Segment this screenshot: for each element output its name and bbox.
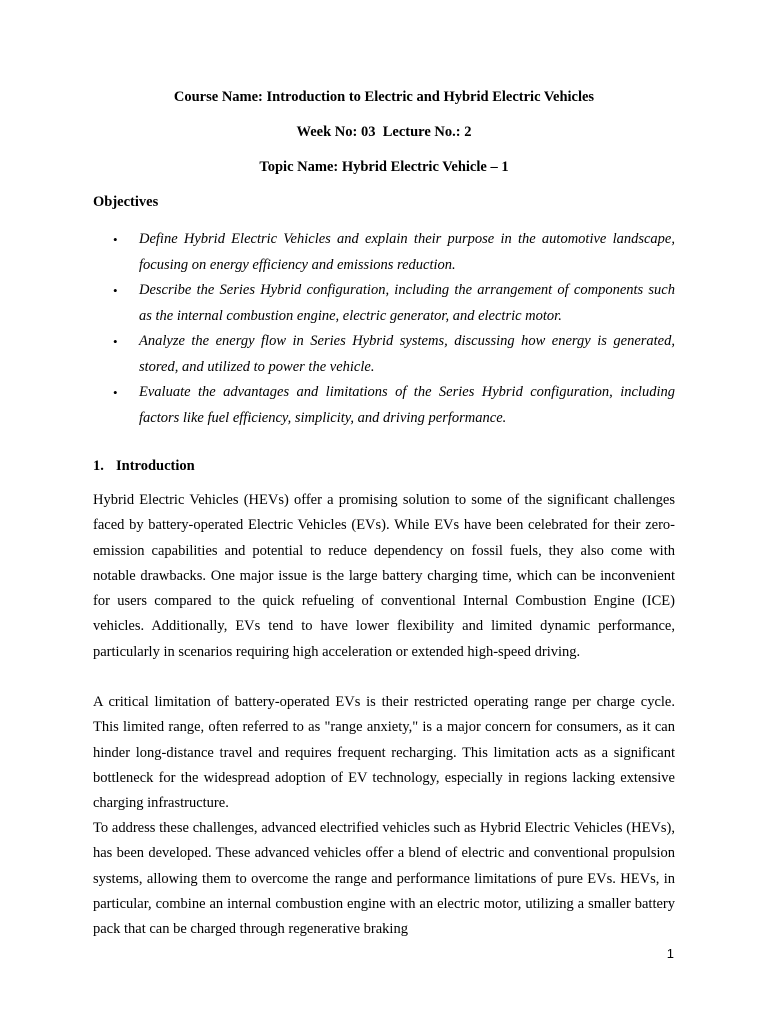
introduction-heading [93, 457, 195, 475]
objective-text: Evaluate the advantages and limitations of the Series Hybrid configuration, including factors like fuel efficiency, simplicity, and driving performance. [139, 384, 675, 426]
topic-title: Topic Name: Hybrid Electric Vehicle – 1 [259, 159, 509, 175]
week-lecture-line: Week No: 03 Lecture No.: 2 [296, 124, 472, 140]
objective-text: Analyze the energy flow in Series Hybrid systems, discussing how energy is generated, stored, and utilized to power the vehicle. [139, 333, 675, 375]
paragraph: A critical limitation of battery-operated EVs is their restricted operating range per charge cycle. This limited range, often referred to as "range anxiety," is a major concern for consumers, as it can hinder long-distance travel and requires frequent recharging. This limitation acts as a significant bottleneck for the widespread adoption of EV technology, especially in regions lacking extensive charging infrastructure. [93, 694, 675, 812]
objectives-heading: Objectives [93, 194, 159, 210]
bullet-icon: • [113, 334, 118, 349]
section-number: 1. [93, 458, 104, 474]
bullet-icon: • [113, 385, 118, 400]
page-number: 1 [666, 946, 674, 961]
course-title: Course Name: Introduction to Electric and Hybrid Electric Vehicles [173, 89, 595, 105]
objective-text: Describe the Series Hybrid configuration, including the arrangement of components such as the internal combustion engine, electric generator, and electric motor. [139, 282, 675, 324]
bullet-icon: • [113, 283, 118, 298]
objective-item [93, 329, 675, 380]
section-title: Introduction [116, 458, 195, 474]
objective-item [93, 278, 675, 329]
paragraph: To address these challenges, advanced electrified vehicles such as Hybrid Electric Vehicles (HEVs), has been developed. These advanced vehicles offer a blend of electric and conventional propulsion systems, allowing them to overcome the range and performance limitations of pure EVs. HEVs, in particular, combine an internal combustion engine with an electric motor, utilizing a smaller battery pack that can be charged through regenerative braking [93, 820, 675, 938]
paragraph: Hybrid Electric Vehicles (HEVs) offer a promising solution to some of the significant challenges faced by battery-operated Electric Vehicles (EVs). While EVs have been celebrated for their zero-emission capabilities and potential to reduce dependency on fossil fuels, they also come with notable drawbacks. One major issue is the large battery charging time, which can be inconvenient for users compared to the quick refueling of conventional Internal Combustion Engine (ICE) vehicles. Additionally, EVs tend to have lower flexibility and limited dynamic performance, particularly in scenarios requiring high acceleration or extended high-speed driving. [93, 492, 675, 660]
objective-text: Define Hybrid Electric Vehicles and explain their purpose in the automotive landscape, focusing on energy efficiency and emissions reduction. [139, 231, 675, 273]
bullet-icon: • [113, 232, 118, 247]
objective-item [93, 227, 675, 278]
objective-item [93, 380, 675, 431]
objectives-list [93, 227, 675, 431]
